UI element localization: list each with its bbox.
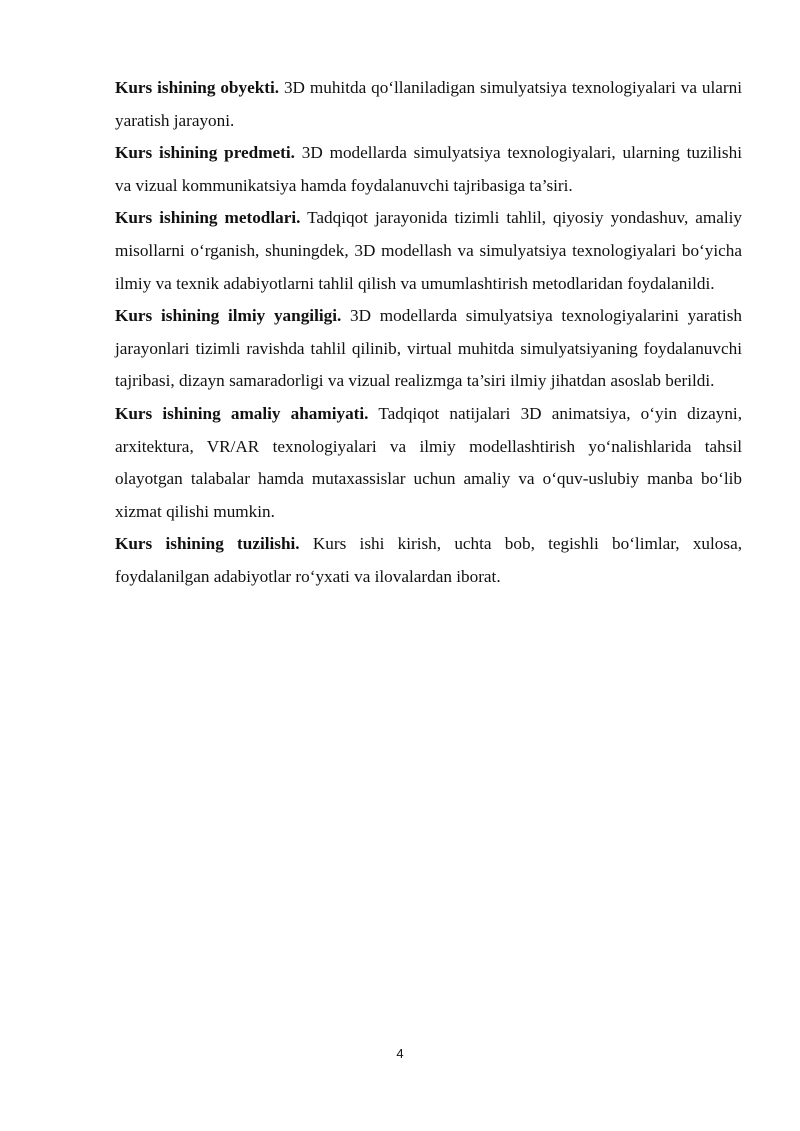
paragraph-heading: Kurs ishining tuzilishi. <box>115 534 300 554</box>
paragraph-text: Tadqiqot jarayonida tizimli tahlil, qiyosiy yondashuv, amaliy misollarni o‘rganish, shuningdek, 3D modellash va simulyatsiya texnologiyalari bo‘yicha ilmiy va texnik adabiyotlarni tahlil qilish va umumlashtirish metodlaridan foydalanildi. <box>115 208 743 293</box>
paragraph-heading: Kurs ishining obyekti. <box>115 78 280 97</box>
paragraph-heading: Kurs ishining predmeti. <box>115 143 295 163</box>
paragraph-text: 3D modellarda simulyatsiya texnologiyalarini yaratish jarayonlari tizimli ravishda tahlil qilinib, virtual muhitda simulyatsiyaning foydalanuvchi tajribasi, dizayn samaradorligi va vizual realizmga ta’siri ilmiy jihatdan asoslab berildi. <box>115 306 742 391</box>
paragraph-subject <box>115 137 742 202</box>
paragraph-heading: Kurs ishining metodlari. <box>115 208 301 228</box>
paragraph-novelty <box>115 300 742 398</box>
page-body <box>115 72 742 594</box>
paragraph-heading: Kurs ishining ilmiy yangiligi. <box>115 306 342 326</box>
page-number: 4 <box>396 1046 404 1061</box>
paragraph-practical-significance <box>115 398 742 528</box>
paragraph-structure <box>115 528 742 593</box>
paragraph-heading: Kurs ishining amaliy ahamiyati. <box>115 403 369 423</box>
paragraph-text: 3D muhitda qo‘llaniladigan simulyatsiya texnologiyalari va ularni yaratish jarayoni. <box>115 78 742 130</box>
paragraph-text: Kurs ishi kirish, uchta bob, tegishli bo‘limlar, xulosa, foydalanilgan adabiyotlar ro‘yxati va ilovalardan iborat. <box>115 534 742 586</box>
paragraph-text: 3D modellarda simulyatsiya texnologiyalari, ularning tuzilishi va vizual kommunikatsiya hamda foydalanuvchi tajribasiga ta’siri. <box>115 143 742 195</box>
paragraph-text: Tadqiqot natijalari 3D animatsiya, o‘yin dizayni, arxitektura, VR/AR texnologiyalari va ilmiy modellashtirish yo‘nalishlarida tahsil olayotgan talabalar hamda mutaxassislar uchun amaliy va o‘quv-uslubiy manba bo‘lib xizmat qilishi mumkin. <box>115 403 742 521</box>
paragraph-methods <box>115 202 742 300</box>
paragraph-object <box>115 72 742 137</box>
